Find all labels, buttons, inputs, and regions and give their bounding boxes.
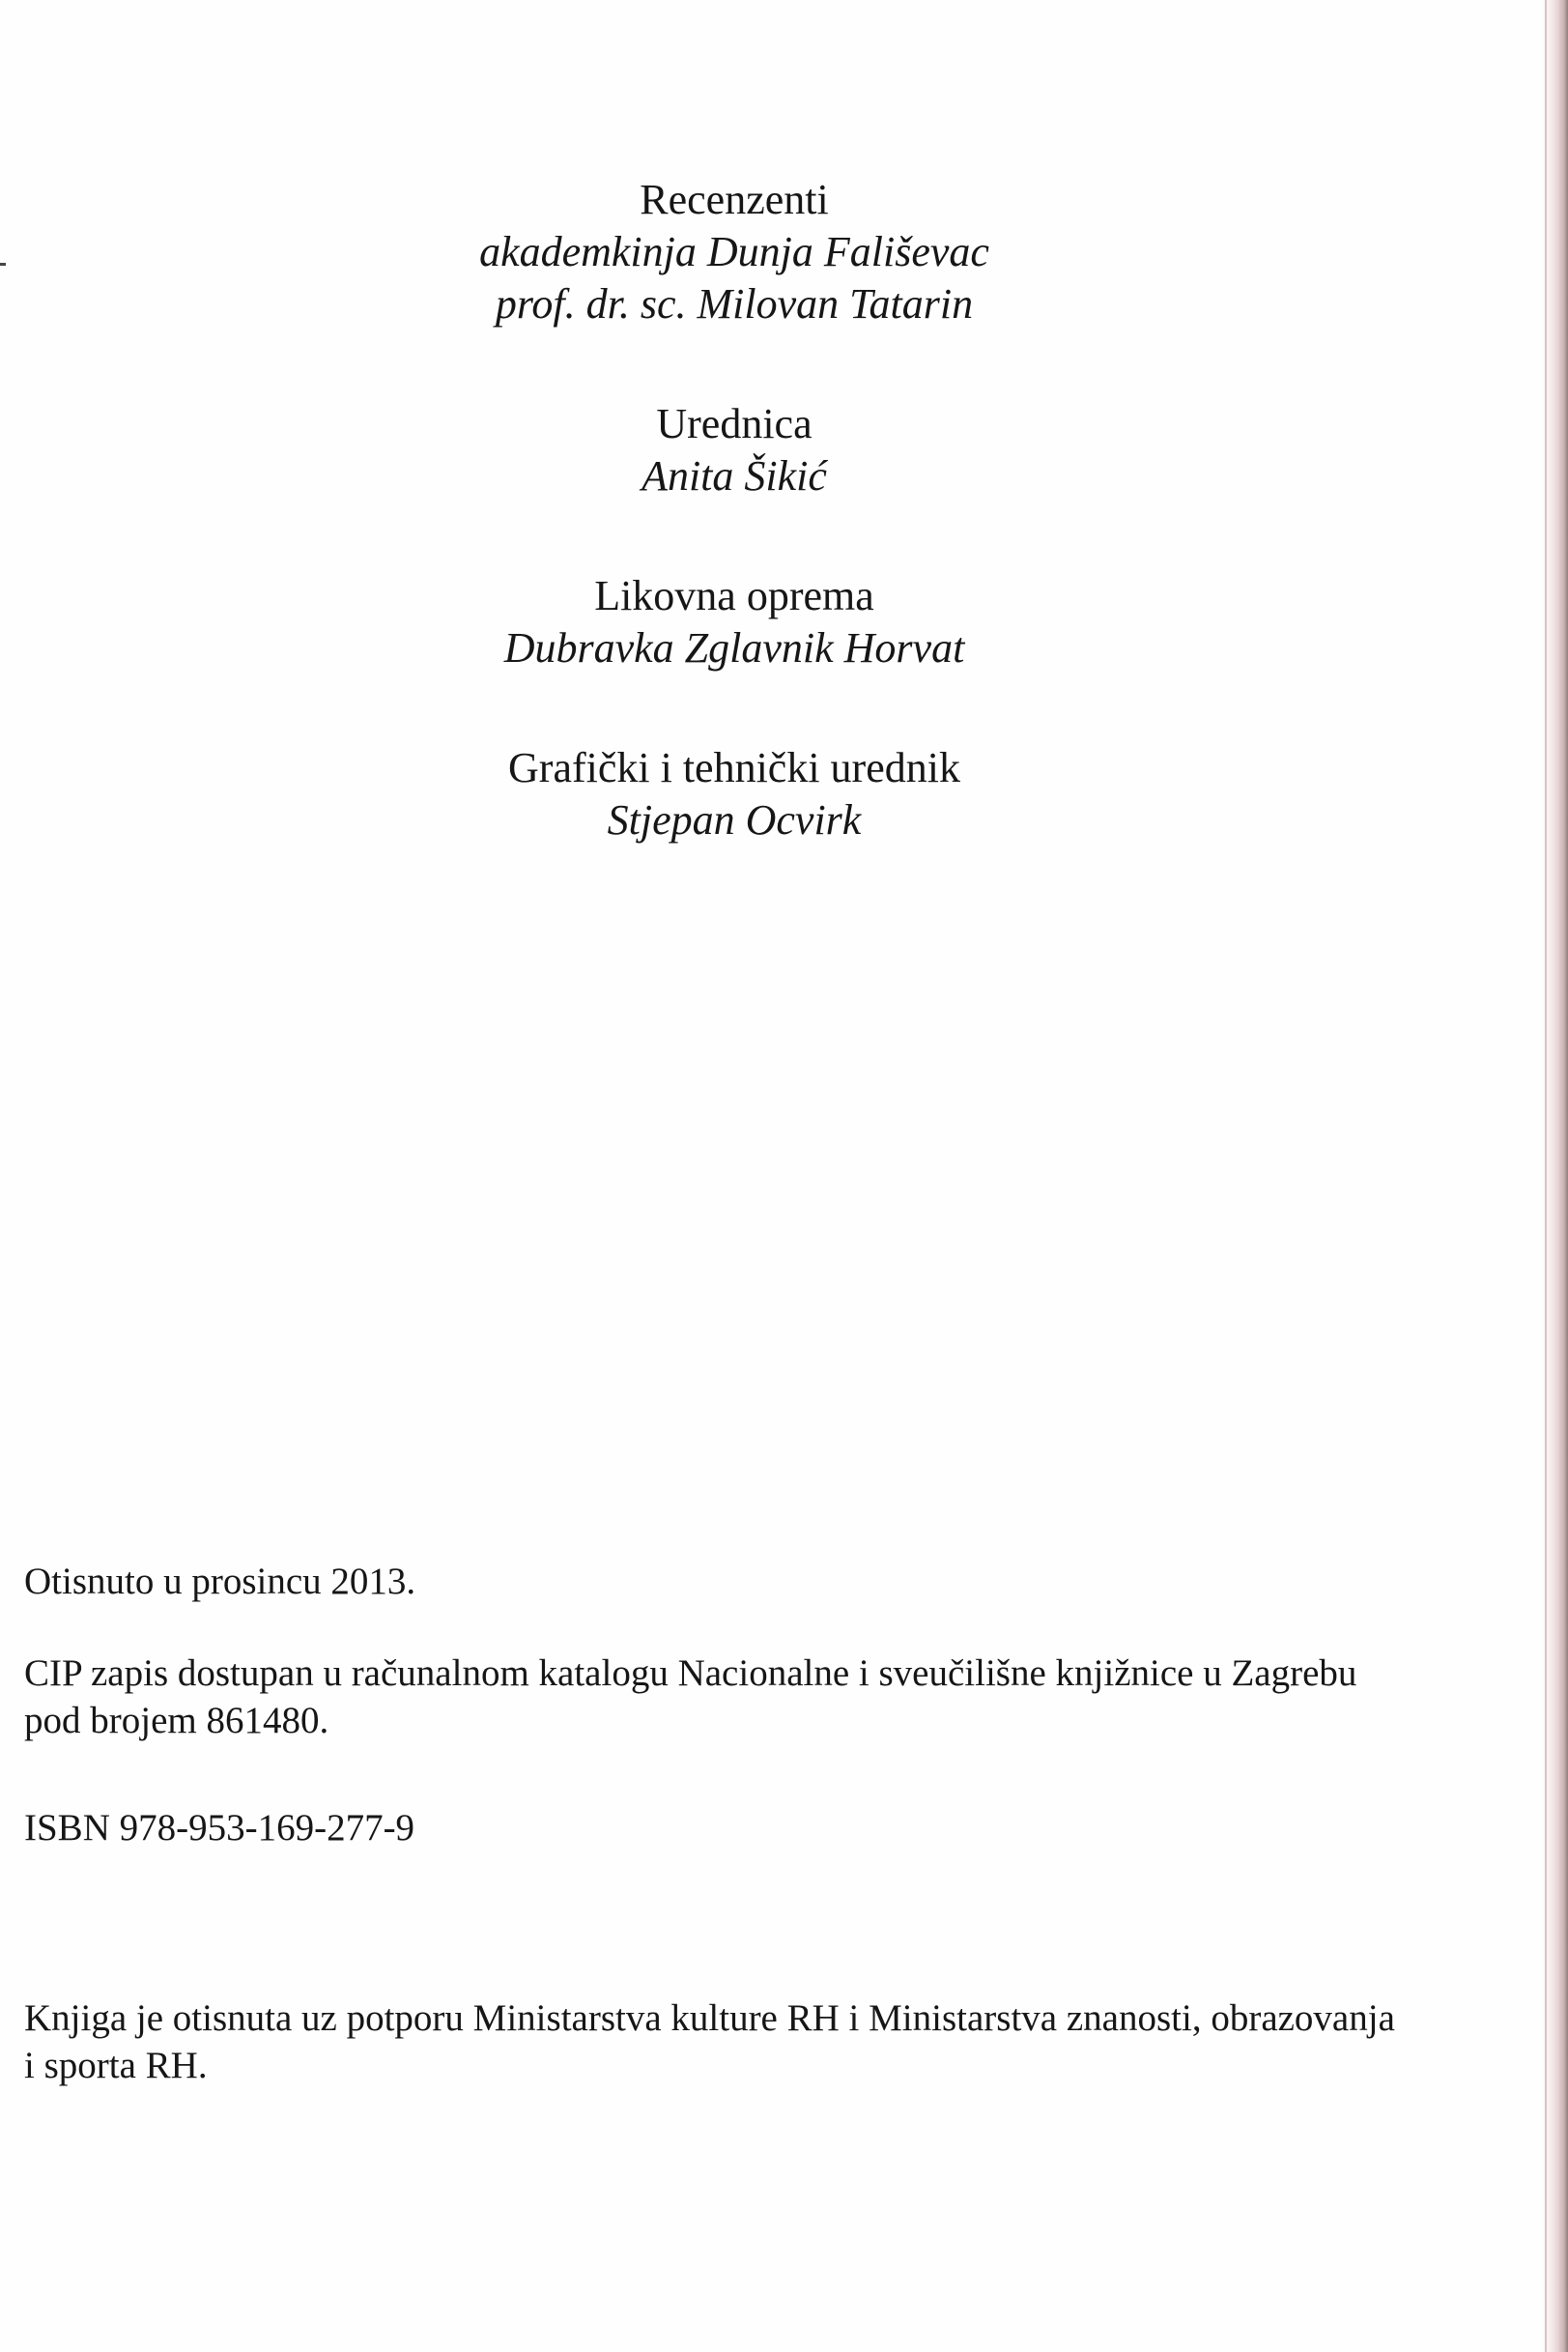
credit-role: Urednica	[656, 400, 813, 447]
credit-role: Grafički i tehnički urednik	[508, 744, 960, 791]
credit-person: Dubravka Zglavnik Horvat	[503, 624, 965, 672]
cip-record	[24, 1649, 1473, 1744]
isbn: ISBN 978-953-169-277-9	[24, 1807, 415, 1849]
cip-line: pod brojem 861480.	[24, 1700, 329, 1741]
support-line: Knjiga je otisnuta uz potporu Ministarstva kulture RH i Ministarstva znanosti, obrazovanja	[24, 1997, 1395, 2039]
credit-role: Likovna oprema	[594, 572, 874, 619]
credit-role: Recenzenti	[640, 176, 829, 223]
printed-date: Otisnuto u prosincu 2013.	[24, 1561, 416, 1602]
credits-block	[290, 174, 1179, 846]
credit-editor	[290, 398, 1179, 502]
cip-line: CIP zapis dostupan u računalnom katalogu Nacionalne i sveučilišne knjižnice u Zagrebu	[24, 1652, 1357, 1694]
support-note	[24, 1994, 1473, 2089]
credit-person: Anita Šikić	[641, 452, 827, 500]
page-edge-line	[1545, 0, 1547, 2352]
credit-person: akademkinja Dunja Fališevac	[479, 228, 989, 275]
scan-mark	[0, 263, 6, 266]
credit-art-design	[290, 570, 1179, 674]
credit-person: prof. dr. sc. Milovan Tatarin	[495, 280, 974, 328]
credit-reviewers	[290, 174, 1179, 330]
credit-technical-editor	[290, 742, 1179, 846]
support-line: i sporta RH.	[24, 2045, 208, 2086]
credit-person: Stjepan Ocvirk	[607, 796, 862, 844]
